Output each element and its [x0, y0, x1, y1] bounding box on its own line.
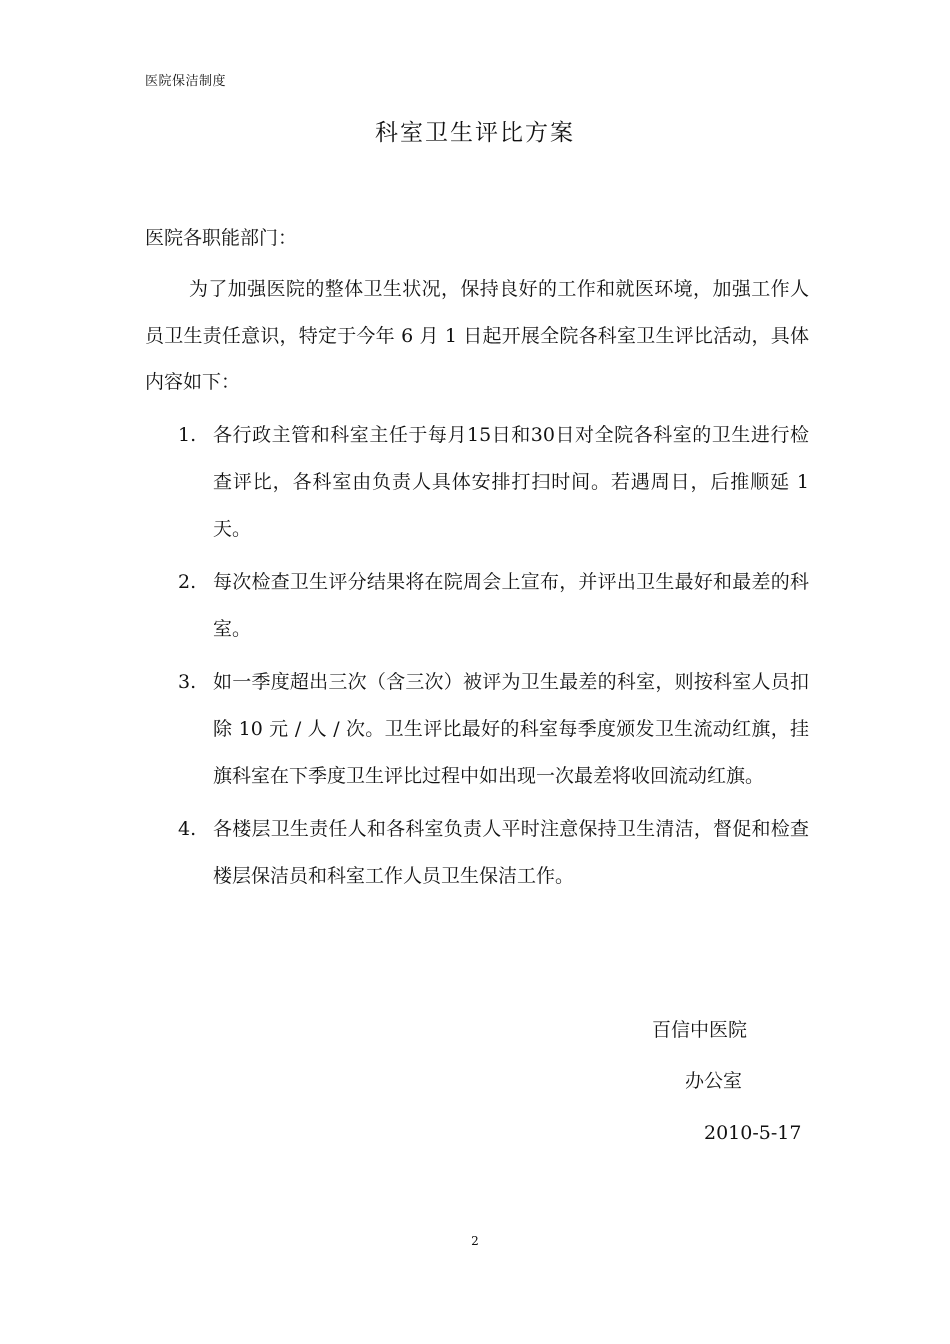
list-item-text: 各行政主管和科室主任于每月15日和30日对全院各科室的卫生进行检查评比，各科室由负责人具体安排打扫时间。若遇周日，后推顺延 1 天。	[213, 424, 809, 540]
list-item	[145, 806, 809, 900]
list-item	[145, 659, 809, 800]
intro-paragraph: 为了加强医院的整体卫生状况，保持良好的工作和就医环境，加强工作人员卫生责任意识，特定于今年 6 月 1 日起开展全院各科室卫生评比活动，具体内容如下：	[145, 278, 809, 393]
list-item	[145, 412, 809, 553]
list-item-number: 1.	[178, 424, 197, 446]
signature-department: 办公室	[685, 1070, 743, 1092]
rules-list	[145, 412, 809, 906]
list-item	[145, 559, 809, 653]
list-item-text: 如一季度超出三次（含三次）被评为卫生最差的科室，则按科室人员扣除 10 元 / 人 / 次。卫生评比最好的科室每季度颁发卫生流动红旗，挂旗科室在下季度卫生评比过程中如出现一次最差将收回流动红旗。	[213, 671, 809, 787]
page-header: 医院保洁制度	[145, 74, 227, 89]
page-number: 2	[471, 1234, 479, 1248]
document-title: 科室卫生评比方案	[375, 120, 575, 146]
list-item-text: 各楼层卫生责任人和各科室负责人平时注意保持卫生清洁，督促和检查楼层保洁员和科室工作人员卫生保洁工作。	[213, 818, 809, 887]
list-item-text: 每次检查卫生评分结果将在院周会上宣布，并评出卫生最好和最差的科室。	[213, 571, 809, 640]
signature-date: 2010-5-17	[704, 1122, 802, 1144]
list-item-number: 2.	[178, 571, 197, 593]
salutation: 医院各职能部门：	[145, 227, 298, 249]
list-item-number: 3.	[178, 671, 197, 693]
signature-organization: 百信中医院	[652, 1019, 748, 1041]
list-item-number: 4.	[178, 818, 197, 840]
